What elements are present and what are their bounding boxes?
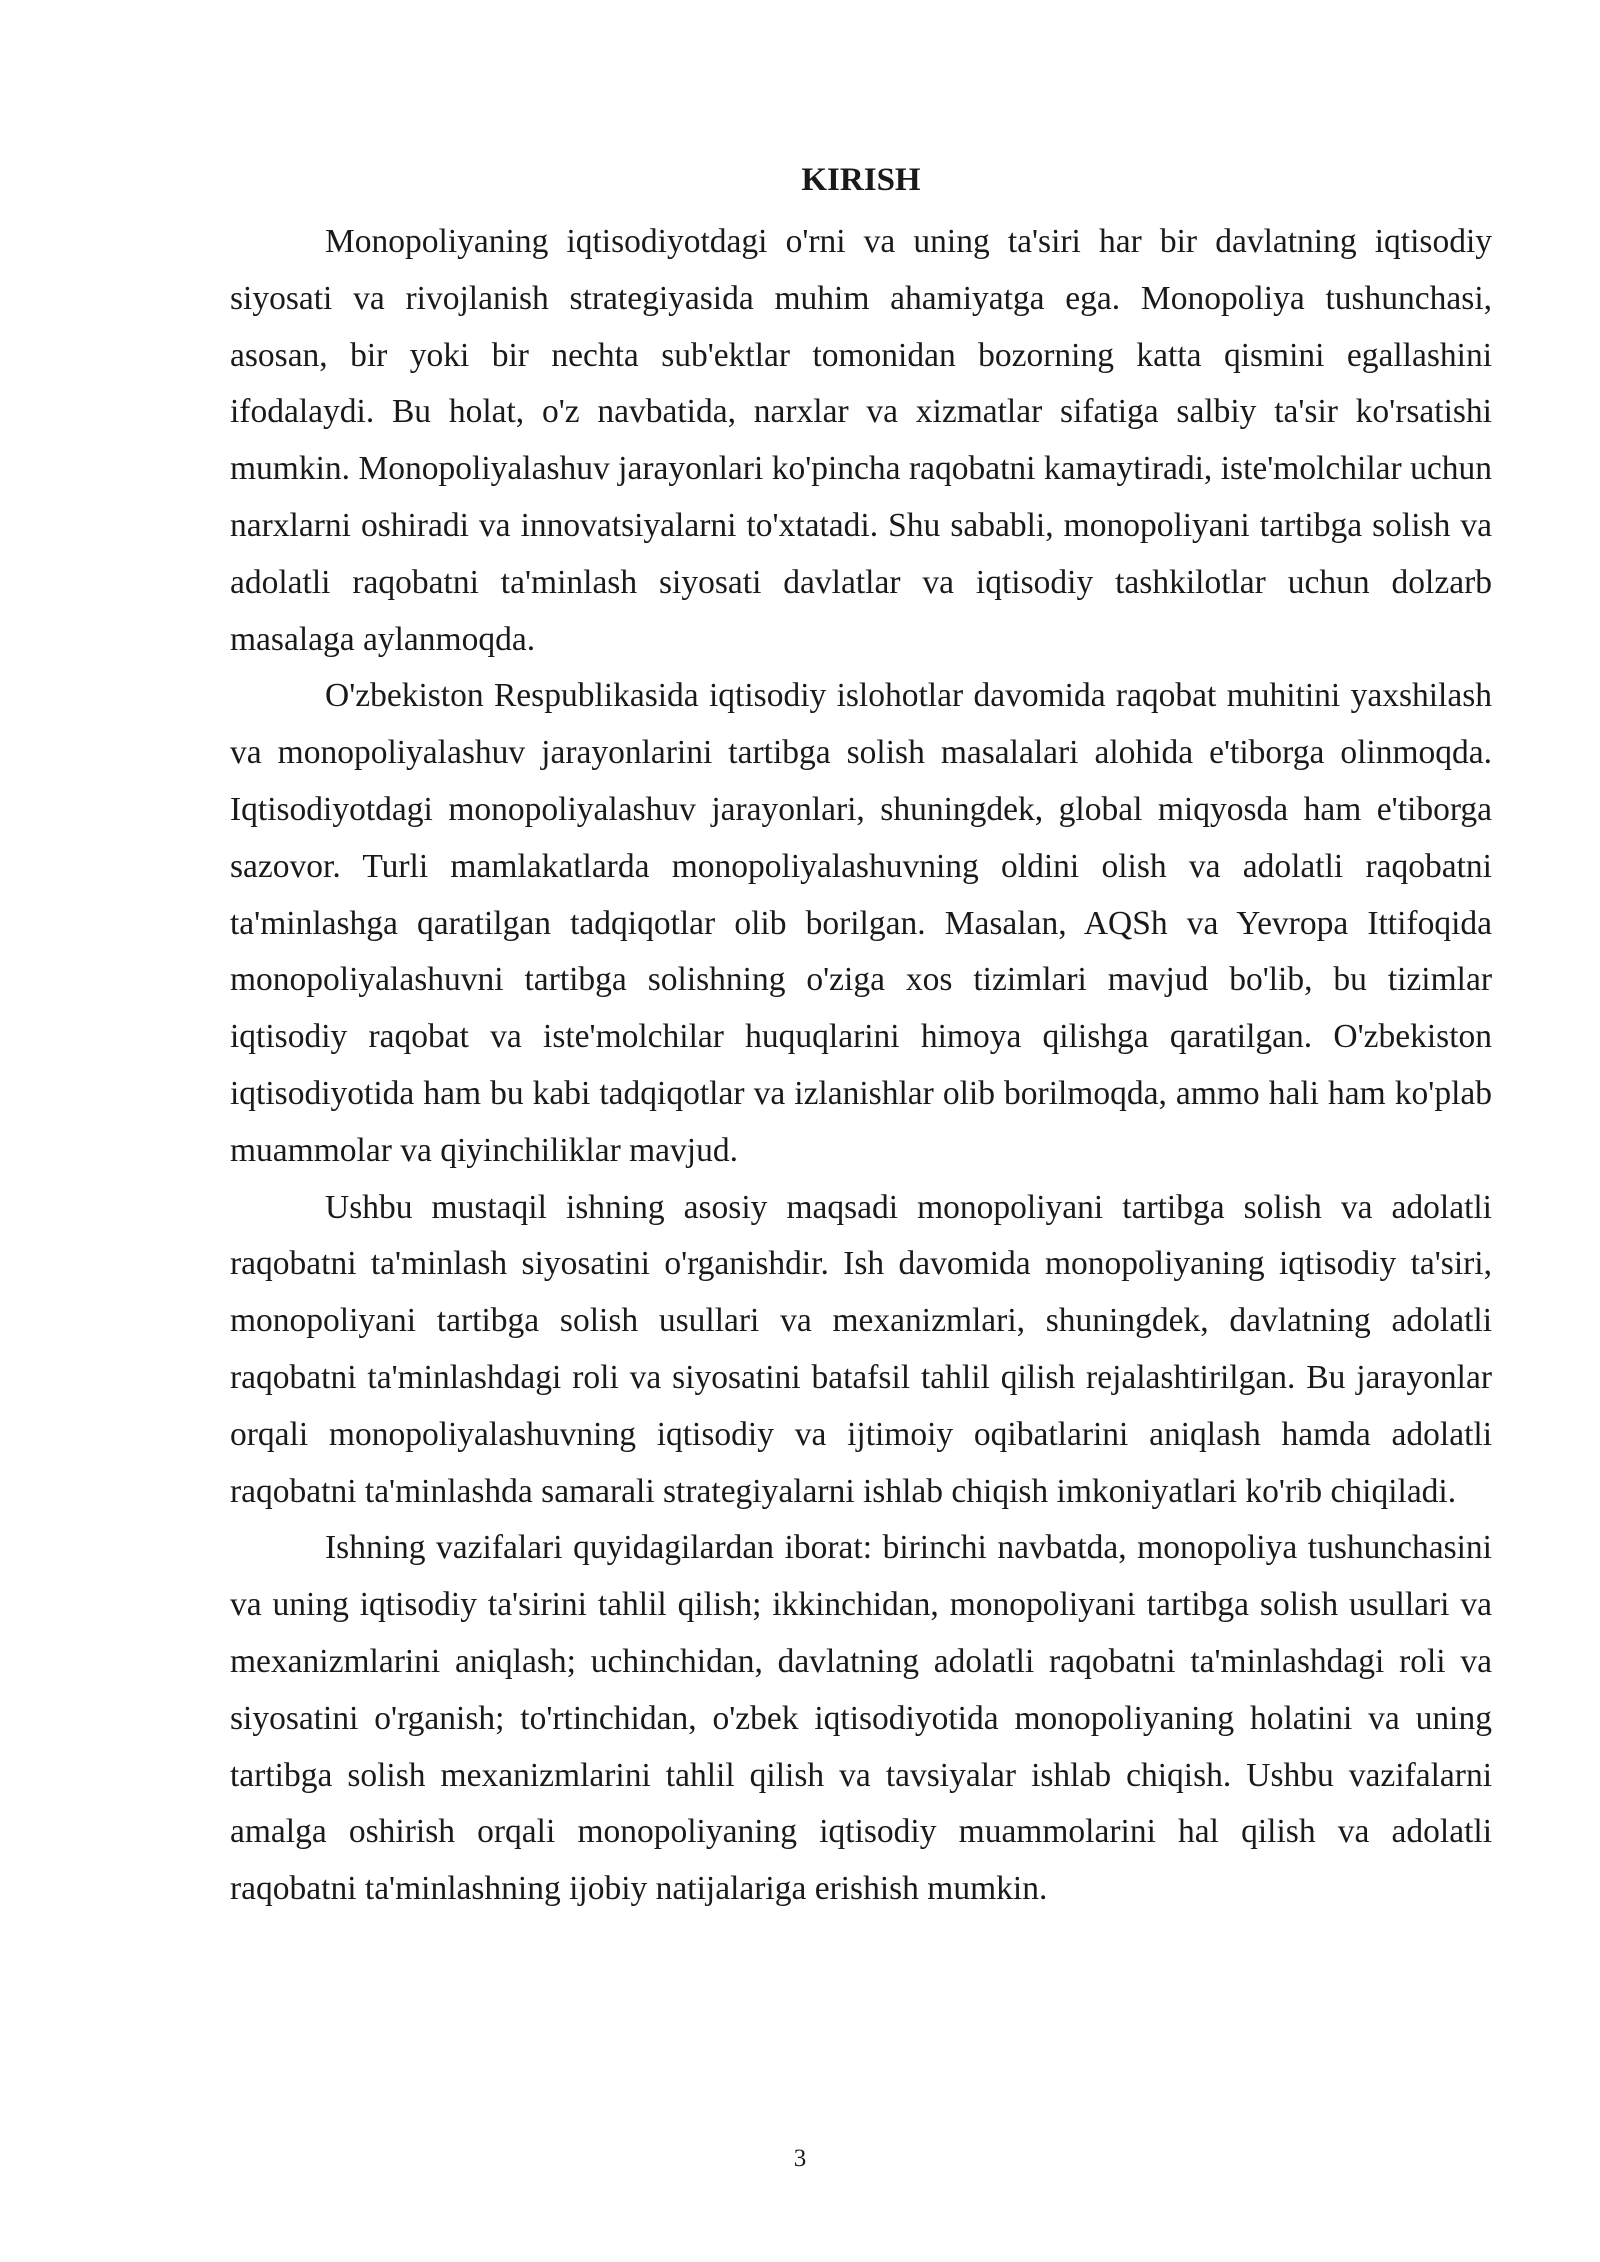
paragraph-1: Monopoliyaning iqtisodiyotdagi o'rni va uning ta'siri har bir davlatning iqtisodiy siyosati va rivojlanish strategiyasida muhim ahamiyatga ega. Monopoliya tushunchasi, asosan, bir yoki bir nechta sub'ektlar tomonidan bozorning katta qismini egallashini ifodalaydi. Bu holat, o'z navbatida, narxlar va xizmatlar sifatiga salbiy ta'sir ko'rsatishi mumkin. Monopoliyalashuv jarayonlari ko'pincha raqobatni kamaytiradi, iste'molchilar uchun narxlarni oshiradi va innovatsiyalarni to'xtatadi. Shu sababli, monopoliyani tartibga solish va adolatli raqobatni ta'minlash siyosati davlatlar va iqtisodiy tashkilotlar uchun dolzarb masalaga aylanmoqda. <box>230 223 1492 658</box>
paragraph-4: Ishning vazifalari quyidagilardan iborat: birinchi navbatda, monopoliya tushunchasini va uning iqtisodiy ta'sirini tahlil qilish; ikkinchidan, monopoliyani tartibga solish usullari va mexanizmlarini aniqlash; uchinchidan, davlatning adolatli raqobatni ta'minlashdagi roli va siyosatini o'rganish; to'rtinchidan, o'zbek iqtisodiyotida monopoliyaning holatini va uning tartibga solish mexanizmlarini tahlil qilish va tavsiyalar ishlab chiqish. Ushbu vazifalarni amalga oshirish orqali monopoliyaning iqtisodiy muammolarini hal qilish va adolatli raqobatni ta'minlashning ijobiy natijalariga erishish mumkin. <box>230 1529 1492 1908</box>
section-heading: KIRISH <box>801 162 921 198</box>
paragraph-3: Ushbu mustaqil ishning asosiy maqsadi monopoliyani tartibga solish va adolatli raqobatni ta'minlash siyosatini o'rganishdir. Ish davomida monopoliyaning iqtisodiy ta'siri, monopoliyani tartibga solish usullari va mexanizmlari, shuningdek, davlatning adolatli raqobatni ta'minlashdagi roli va siyosatini batafsil tahlil qilish rejalashtirilgan. Bu jarayonlar orqali monopoliyalashuvning iqtisodiy va ijtimoiy oqibatlarini aniqlash hamda adolatli raqobatni ta'minlashda samarali strategiyalarni ishlab chiqish imkoniyatlari ko'rib chiqiladi. <box>230 1188 1492 1510</box>
page-number: 3 <box>793 2145 807 2172</box>
page-content <box>230 160 1492 1918</box>
paragraph-2: O'zbekiston Respublikasida iqtisodiy islohotlar davomida raqobat muhitini yaxshilash va monopoliyalashuv jarayonlarini tartibga solish masalalari alohida e'tiborga olinmoqda. Iqtisodiyotdagi monopoliyalashuv jarayonlari, shuningdek, global miqyosda ham e'tiborga sazovor. Turli mamlakatlarda monopoliyalashuvning oldini olish va adolatli raqobatni ta'minlashga qaratilgan tadqiqotlar olib borilgan. Masalan, AQSh va Yevropa Ittifoqida monopoliyalashuvni tartibga solishning o'ziga xos tizimlari mavjud bo'lib, bu tizimlar iqtisodiy raqobat va iste'molchilar huquqlarini himoya qilishga qaratilgan. O'zbekiston iqtisodiyotida ham bu kabi tadqiqotlar va izlanishlar olib borilmoqda, ammo hali ham ko'plab muammolar va qiyinchiliklar mavjud. <box>230 677 1492 1169</box>
